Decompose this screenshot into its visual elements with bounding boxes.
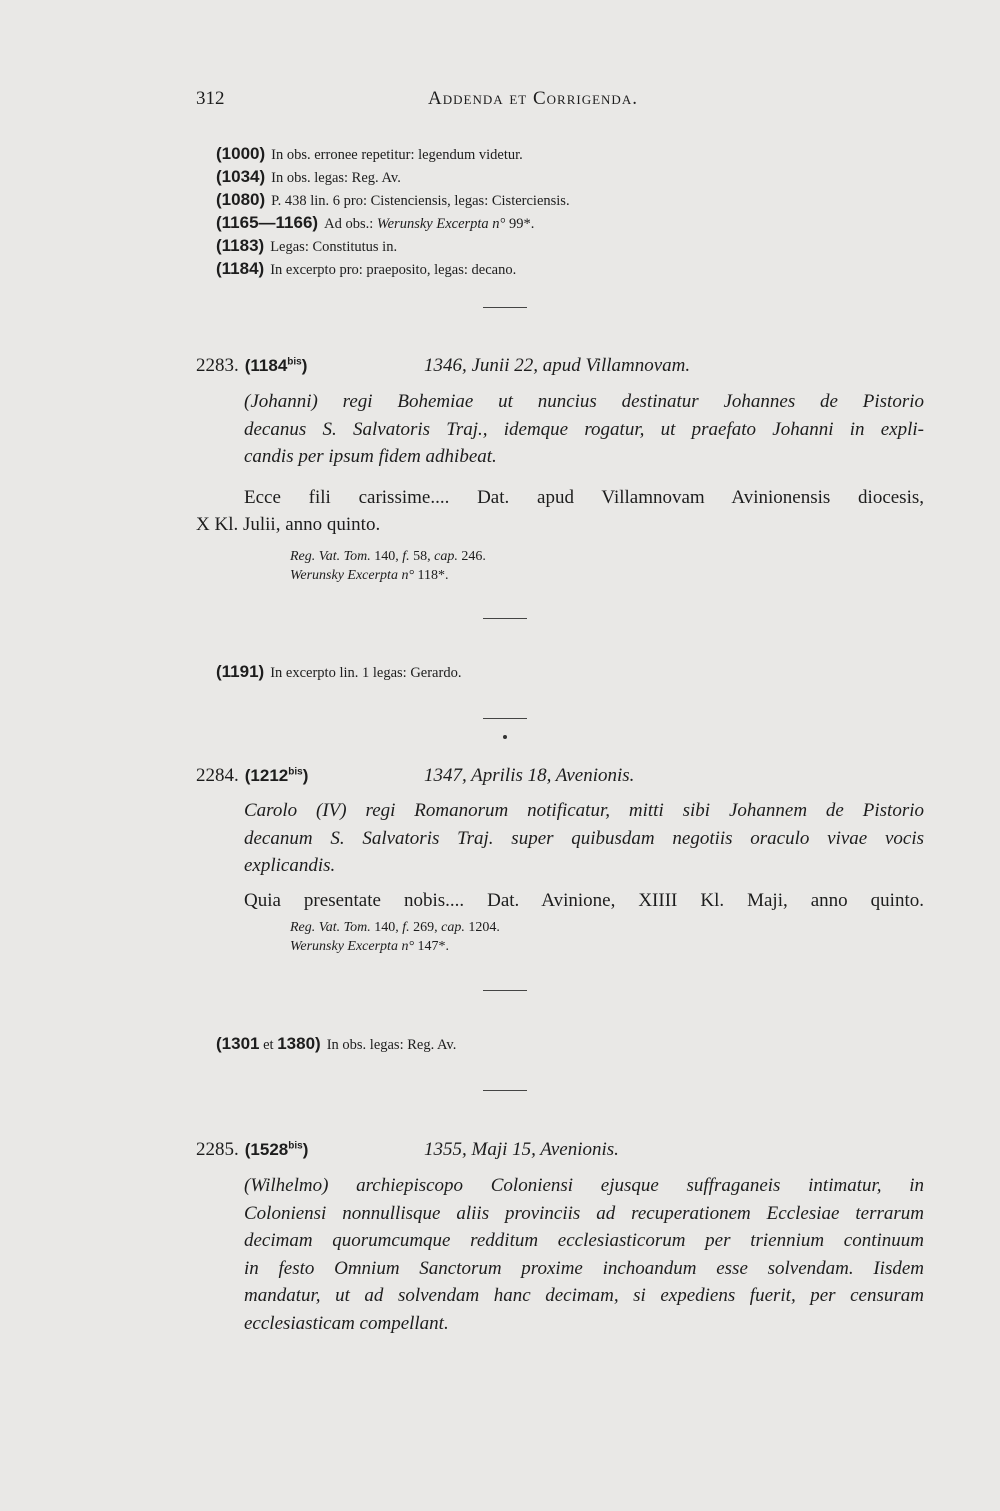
correction-ref: 1380) [277, 1034, 321, 1053]
entry-ref-sup: bis [288, 1140, 303, 1152]
regest-line: Coloniensi nonnullisque aliis provinciis ad recuperationem Ecclesiae terrarum [244, 1202, 924, 1224]
entry-2284-source-1 [290, 918, 500, 937]
entry-2284-regest [244, 797, 924, 880]
section-divider [483, 618, 527, 619]
correction-1165-1166 [216, 213, 534, 233]
correction-ref: (1184) [216, 259, 265, 278]
entry-ref-close: ) [302, 1140, 309, 1159]
entry-2284-incipit-line-1: Quia presentate nobis.... Dat. Avinione, XIIII Kl. Maji, anno quinto. [244, 890, 924, 911]
source-text: 118*. [414, 568, 449, 583]
entry-ref-close: ) [301, 356, 308, 375]
page-header [196, 88, 924, 118]
correction-1183 [216, 236, 397, 256]
regest-line: decanus S. Salvatoris Traj., idemque rogatur, ut praefato Johanni in expli- [244, 418, 924, 440]
correction-1184 [216, 259, 516, 279]
correction-1080 [216, 190, 570, 210]
correction-1034 [216, 167, 401, 187]
entry-number: 2285. [196, 1139, 239, 1160]
correction-ref: (1000) [216, 144, 266, 163]
source-italic: Reg. Vat. Tom. [290, 549, 371, 564]
entry-number: 2284. [196, 765, 239, 786]
entry-date: 1355, Maji 15, Avenionis. [424, 1139, 619, 1160]
regest-line: candis per ipsum fidem adhibeat. [244, 446, 497, 467]
source-text: 140, [370, 549, 403, 564]
regest-line: decimam quorumcumque redditum ecclesiasticorum per triennium continuum [244, 1230, 924, 1251]
correction-text: Legas: Constitutus in. [270, 239, 398, 255]
regest-line: decanum S. Salvatoris Traj. super quibusdam negotiis oraculo vivae vocis [244, 827, 924, 849]
page-number: 312 [196, 88, 225, 109]
page-title: Addenda et Corrigenda. [428, 88, 638, 109]
regest-line: (Johanni) regi Bohemiae ut nuncius destinatur Johannes de Pistorio [244, 391, 924, 412]
correction-ref: (1183) [216, 236, 265, 255]
correction-conjunction: et [259, 1037, 278, 1053]
correction-ref: (1165—1166) [216, 213, 319, 232]
source-italic: cap. [434, 549, 458, 564]
source-italic: Werunsky Excerpta n° [290, 939, 415, 954]
regest-line: Carolo (IV) regi Romanorum notificatur, mitti sibi Johannem de Pistorio [244, 800, 924, 821]
source-italic: cap. [441, 920, 465, 935]
source-italic: f. [402, 549, 410, 564]
source-text: 58, [409, 549, 435, 564]
correction-text: In excerpto lin. 1 legas: Gerardo. [270, 665, 462, 681]
regest-line: mandatur, ut ad solvendam hanc decimam, si expediens fuerit, per censuram [244, 1285, 924, 1306]
correction-1191 [216, 662, 461, 682]
correction-ref: (1034) [216, 167, 266, 186]
section-divider [483, 307, 527, 308]
ornament-dot [503, 735, 507, 739]
entry-ref [245, 766, 309, 785]
entry-2283-heading [196, 355, 924, 377]
correction-text: In obs. erronee repetitur: legendum videtur. [271, 147, 523, 163]
regest-line: explicandis. [244, 855, 336, 876]
section-divider [483, 990, 527, 991]
entry-ref-close: ) [302, 766, 309, 785]
correction-ref: (1080) [216, 190, 266, 209]
entry-2284-heading [196, 765, 924, 787]
source-italic: f. [402, 920, 410, 935]
entry-ref-text: (1212 [244, 766, 289, 785]
correction-text: In excerpto pro: praeposito, legas: decano. [270, 262, 517, 278]
entry-2285-regest [244, 1172, 924, 1337]
section-divider [483, 1090, 527, 1091]
entry-ref [245, 356, 308, 375]
source-text: 140, [370, 920, 403, 935]
source-italic: Reg. Vat. Tom. [290, 920, 371, 935]
entry-ref-text: (1528 [244, 1140, 289, 1159]
correction-text: In obs. legas: Reg. Av. [271, 170, 401, 186]
regest-line: ecclesiasticam compellant. [244, 1312, 449, 1334]
correction-text: P. 438 lin. 6 pro: Cistenciensis, legas: Cisterciensis. [271, 193, 570, 209]
source-italic: Werunsky Excerpta n° [290, 568, 415, 583]
correction-text-italic: Werunsky Excerpta n° [376, 216, 506, 232]
entry-ref [245, 1140, 309, 1159]
correction-ref: (1191) [216, 662, 265, 681]
entry-date: 1346, Junii 22, apud Villamnovam. [424, 355, 691, 376]
correction-text: 99*. [505, 216, 535, 232]
entry-ref-text: (1184 [244, 356, 288, 375]
source-text: 246. [457, 549, 486, 564]
entry-number: 2283. [196, 355, 239, 376]
source-text: 1204. [464, 920, 500, 935]
source-text: 147*. [414, 939, 450, 954]
entry-2283-source-2 [290, 566, 449, 585]
entry-ref-sup: bis [288, 766, 303, 778]
entry-2283-incipit-line-2: X Kl. Julii, anno quinto. [196, 514, 381, 535]
entry-ref-sup: bis [287, 356, 302, 368]
entry-2284-source-2 [290, 937, 449, 956]
regest-line: in festo Omnium Sanctorum proxime inchoandum esse solvendam. Iisdem [244, 1257, 924, 1279]
correction-ref: (1301 [216, 1034, 260, 1053]
entry-2283-regest [244, 388, 924, 471]
entry-date: 1347, Aprilis 18, Avenionis. [424, 765, 635, 786]
entry-2285-heading [196, 1139, 924, 1161]
regest-line: (Wilhelmo) archiepiscopo Coloniensi ejusque suffraganeis intimatur, in [244, 1175, 924, 1196]
source-text: 269, [409, 920, 442, 935]
entry-2283-source-1 [290, 547, 486, 566]
correction-1000 [216, 144, 523, 164]
correction-text: In obs. legas: Reg. Av. [326, 1037, 457, 1053]
section-divider [483, 718, 527, 719]
entry-2283-incipit-line-1: Ecce fili carissime.... Dat. apud Villamnovam Avinionensis diocesis, [244, 487, 924, 508]
correction-text: Ad obs.: [324, 216, 377, 232]
correction-1301-1380 [216, 1034, 456, 1054]
